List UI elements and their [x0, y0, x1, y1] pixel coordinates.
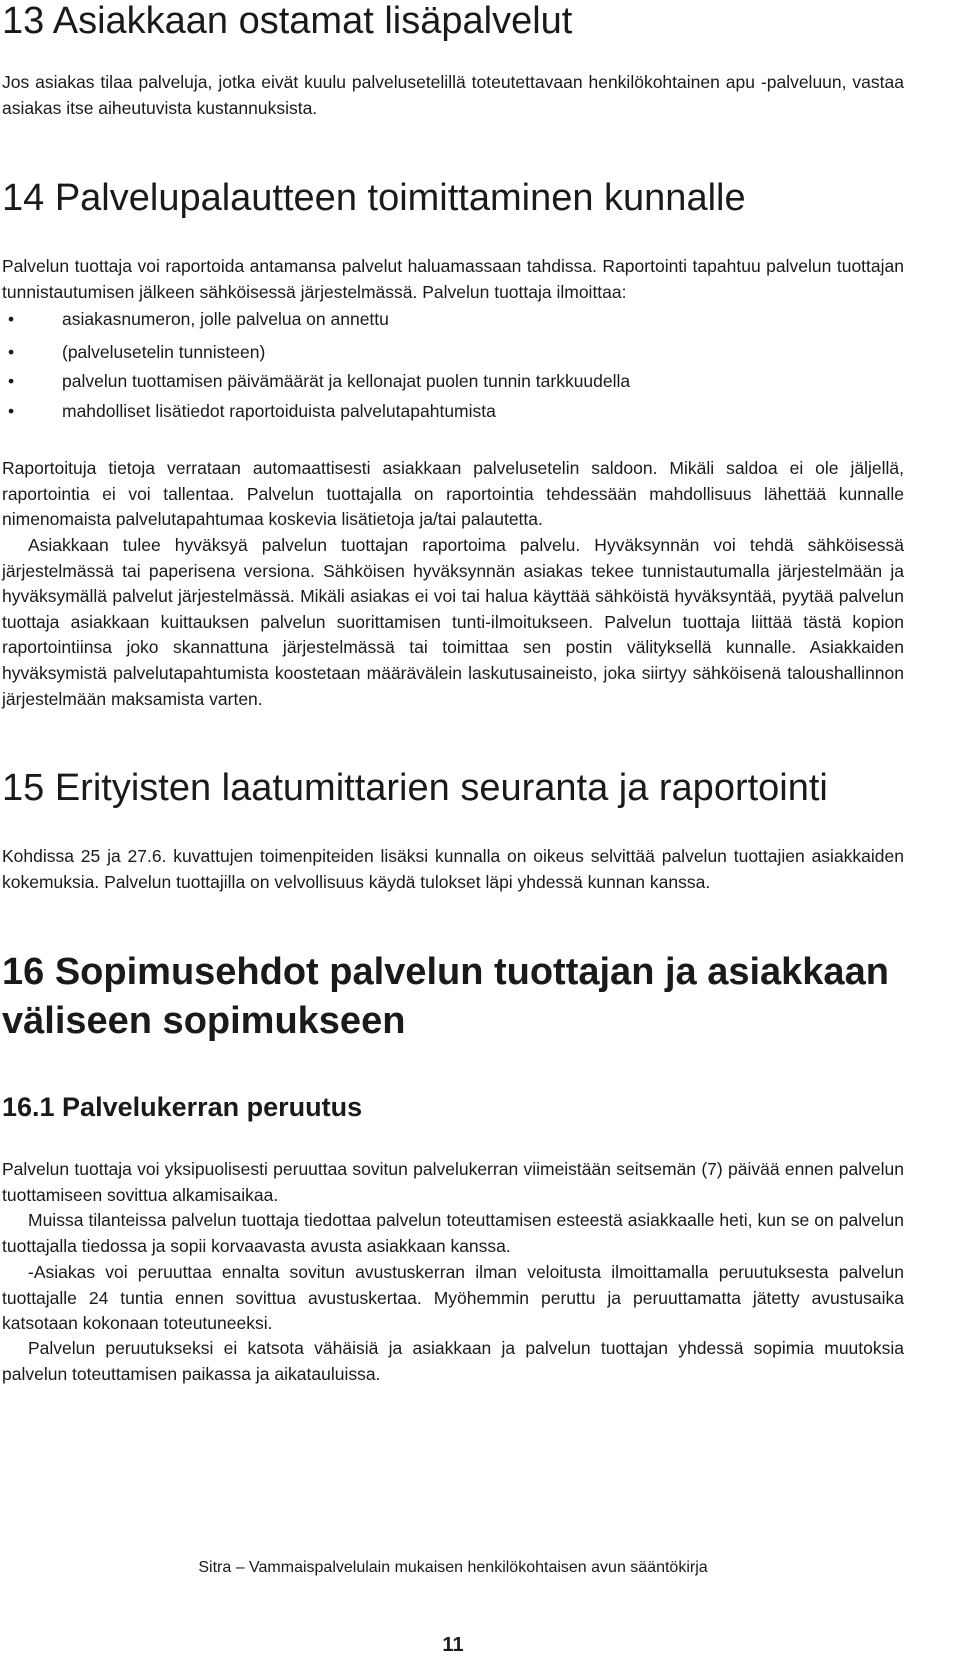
- bullet-icon: •: [8, 371, 15, 391]
- bullet-item: • mahdolliset lisätiedot raportoiduista palvelutapahtumista: [62, 398, 496, 424]
- section-16-heading-line-2: väliseen sopimukseen: [2, 1000, 406, 1042]
- bullet-icon: •: [8, 342, 15, 362]
- bullet-item: • asiakasnumeron, jolle palvelua on annettu: [62, 306, 389, 332]
- section-16-heading-line-1: 16 Sopimusehdot palvelun tuottajan ja asiakkaan: [2, 951, 889, 993]
- document-footer: Sitra – Vammaispalvelulain mukaisen henkilökohtaisen avun sääntökirja: [198, 1559, 708, 1576]
- section-14-paragraph-3: Asiakkaan tulee hyväksyä palvelun tuottajan raportoima palvelu. Hyväksynnän voi tehdä sähköisessä järjestelmässä tai paperisena versiona. Sähköisen hyväksynnän asiakas tekee tunnistautumalla järjestelmään ja hyväksymällä palvelut järjestelmässä. Mikäli asiakas ei voi tai halua käyttää sähköistä hyväksyntää, pyytää palvelun tuottaja asiakkaan kuittauksen palvelun suorittamisen tunti-ilmoitukseen. Palvelun tuottaja liittää tästä kopion raportointiinsa joko skannattuna järjestelmässä tai toimittaa sen postin välityksellä kunnalle. Asiakkaiden hyväksymistä palvelutapahtumista koostetaan määrävälein laskutusaineisto, joka siirtyy sähköisenä taloushallinnon järjestelmään maksamista varten.: [2, 535, 904, 709]
- subsection-16-1-heading: 16.1 Palvelukerran peruutus: [2, 1092, 363, 1122]
- section-16-paragraph-2: Muissa tilanteissa palvelun tuottaja tiedottaa palvelun toteuttamisen esteestä asiakkaalle heti, kun se on palvelun tuottajalla tiedossa ja sopii korvaavasta avusta asiakkaan kanssa.: [2, 1210, 904, 1256]
- section-16-paragraph-4: Palvelun peruutukseksi ei katsota vähäisiä ja asiakkaan ja palvelun tuottajan yhdessä sopimia muutoksia palvelun toteuttamisen paikassa ja aikatauluissa.: [2, 1338, 904, 1384]
- section-15-heading: 15 Erityisten laatumittarien seuranta ja raportointi: [2, 767, 828, 809]
- section-14-paragraph-2: Raportoituja tietoja verrataan automaattisesti asiakkaan palvelusetelin saldoon. Mikäli saldoa ei ole jäljellä, raportointia ei voi tallentaa. Palvelun tuottajalla on raportointia tehdessään mahdollisuus lähettää kunnalle nimenomaista palvelutapahtumaa koskevia lisätietoja ja/tai palautetta.: [2, 458, 904, 530]
- section-15-paragraph: Kohdissa 25 ja 27.6. kuvattujen toimenpiteiden lisäksi kunnalla on oikeus selvittää palvelun tuottajien asiakkaiden kokemuksia. Palvelun tuottajilla on velvollisuus käydä tulokset läpi yhdessä kunnan kanssa.: [2, 846, 904, 892]
- section-13-heading: 13 Asiakkaan ostamat lisäpalvelut: [2, 0, 573, 42]
- section-16-paragraph-1: Palvelun tuottaja voi yksipuolisesti peruuttaa sovitun palvelukerran viimeistään seitsemän (7) päivää ennen palvelun tuottamiseen sovittua alkamisaikaa.: [2, 1159, 904, 1205]
- bullet-item: • (palvelusetelin tunnisteen): [62, 339, 265, 365]
- section-14-heading: 14 Palvelupalautteen toimittaminen kunnalle: [2, 177, 746, 219]
- bullet-icon: •: [8, 401, 15, 421]
- page-number: 11: [442, 1634, 464, 1656]
- section-16-paragraph-3: -Asiakas voi peruuttaa ennalta sovitun avustuskerran ilman veloitusta ilmoittamalla peruutuksesta palvelun tuottajalle 24 tuntia ennen sovittua avustuskertaa. Myöhemmin peruttu ja peruuttamatta jätetty avustusaika katsotaan kokonaan toteutuneeksi.: [2, 1262, 904, 1334]
- section-13-paragraph: Jos asiakas tilaa palveluja, jotka eivät kuulu palvelusetelillä toteutettavaan henkilökohtainen apu -palveluun, vastaa asiakas itse aiheutuvista kustannuksista.: [2, 72, 904, 118]
- bullet-item: • palvelun tuottamisen päivämäärät ja kellonajat puolen tunnin tarkkuudella: [62, 368, 630, 394]
- section-14-paragraph-1: Palvelun tuottaja voi raportoida antamansa palvelut haluamassaan tahdissa. Raportointi tapahtuu palvelun tuottajan tunnistautumisen jälkeen sähköisessä järjestelmässä. Palvelun tuottaja ilmoittaa:: [2, 256, 904, 302]
- bullet-icon: •: [8, 309, 15, 329]
